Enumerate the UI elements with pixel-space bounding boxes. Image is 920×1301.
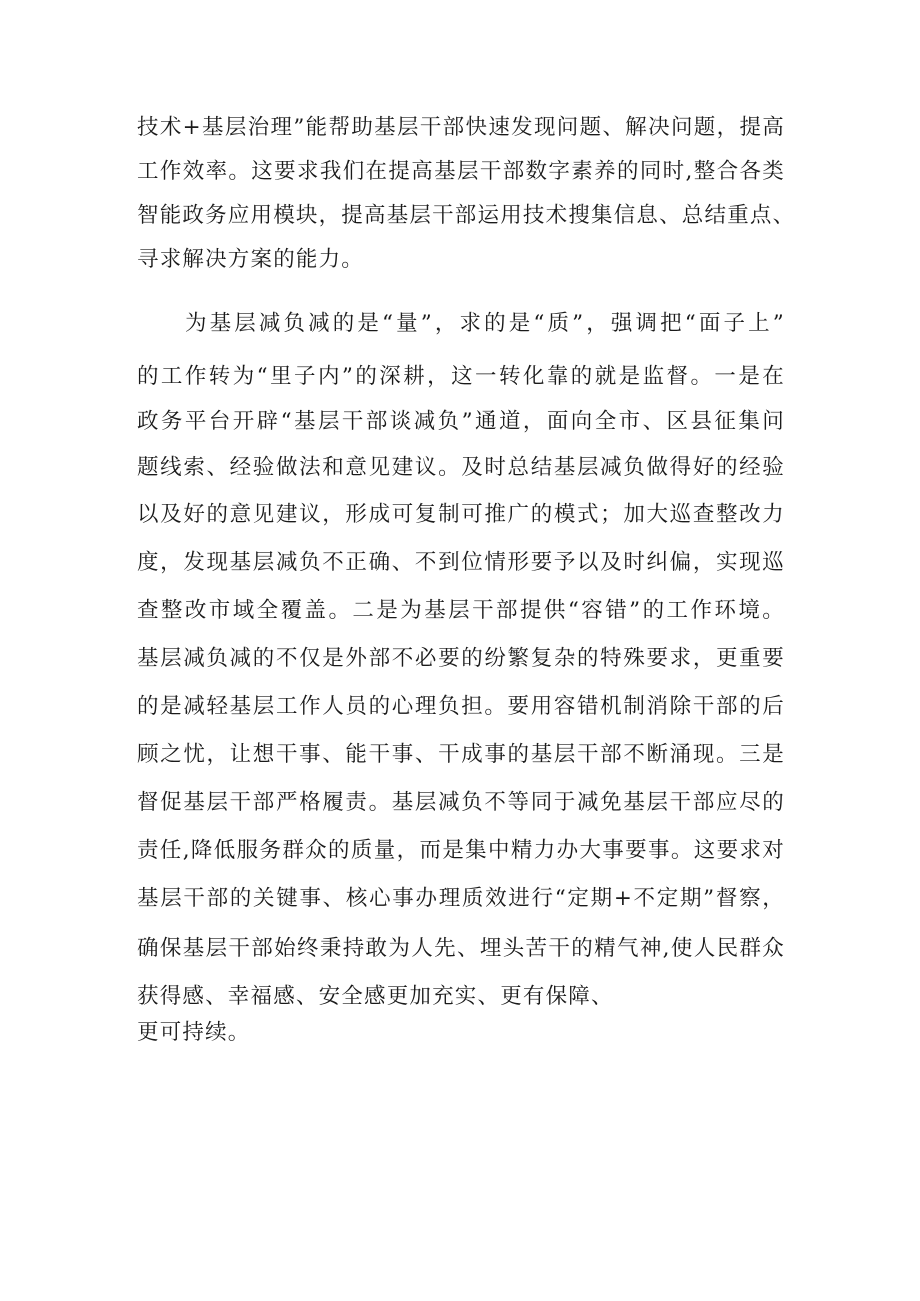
paragraph2-line-8: 基层减负减的不仅是外部不必要的纷繁复杂的特殊要求，更重要 [137, 646, 785, 671]
paragraph2-line-1: 为基层减负减的是“量”，求的是“质”，强调把“面子上” [185, 311, 785, 336]
paragraph2-line-16: 更可持续。 [137, 1020, 251, 1045]
paragraph2-line-13: 基层干部的关键事、核心事办理质效进行“定期+不定期”督察， [137, 886, 785, 911]
paragraph1-line-4: 寻求解决方案的能力。 [137, 247, 365, 272]
paragraph1-line-2: 工作效率。这要求我们在提高基层干部数字素养的同时,整合各类 [137, 159, 785, 184]
paragraph2-line-12: 责任,降低服务群众的质量，而是集中精力办大事要事。这要求对 [137, 838, 785, 863]
paragraph2-line-5: 以及好的意见建议，形成可复制可推广的模式；加大巡查整改力 [137, 502, 785, 527]
paragraph2-line-2: 的工作转为“里子内”的深耕，这一转化靠的就是监督。一是在 [137, 364, 785, 389]
paragraph2-line-9: 的是减轻基层工作人员的心理负担。要用容错机制消除干部的后 [137, 694, 785, 719]
paragraph2-line-14: 确保基层干部始终秉持敢为人先、埋头苦干的精气神,使人民群众 [137, 936, 785, 961]
paragraph1-line-3: 智能政务应用模块，提高基层干部运用技术搜集信息、总结重点、 [137, 203, 796, 228]
paragraph2-line-4: 题线索、经验做法和意见建议。及时总结基层减负做得好的经验 [137, 455, 785, 480]
paragraph2-line-3: 政务平台开辟“基层干部谈减负”通道，面向全市、区县征集问 [137, 409, 785, 434]
paragraph2-line-6: 度，发现基层减负不正确、不到位情形要予以及时纠偏，实现巡 [137, 550, 785, 575]
paragraph2-line-10: 顾之忧，让想干事、能干事、干成事的基层干部不断涌现。三是 [137, 742, 785, 767]
paragraph2-line-11: 督促基层干部严格履责。基层减负不等同于减免基层干部应尽的 [137, 790, 785, 815]
paragraph1-line-1: 技术+基层治理”能帮助基层干部快速发现问题、解决问题，提高 [137, 115, 785, 140]
paragraph2-line-7: 查整改市域全覆盖。二是为基层干部提供“容错”的工作环境。 [137, 598, 785, 623]
paragraph2-line-15: 获得感、幸福感、安全感更加充实、更有保障、 [137, 984, 614, 1009]
